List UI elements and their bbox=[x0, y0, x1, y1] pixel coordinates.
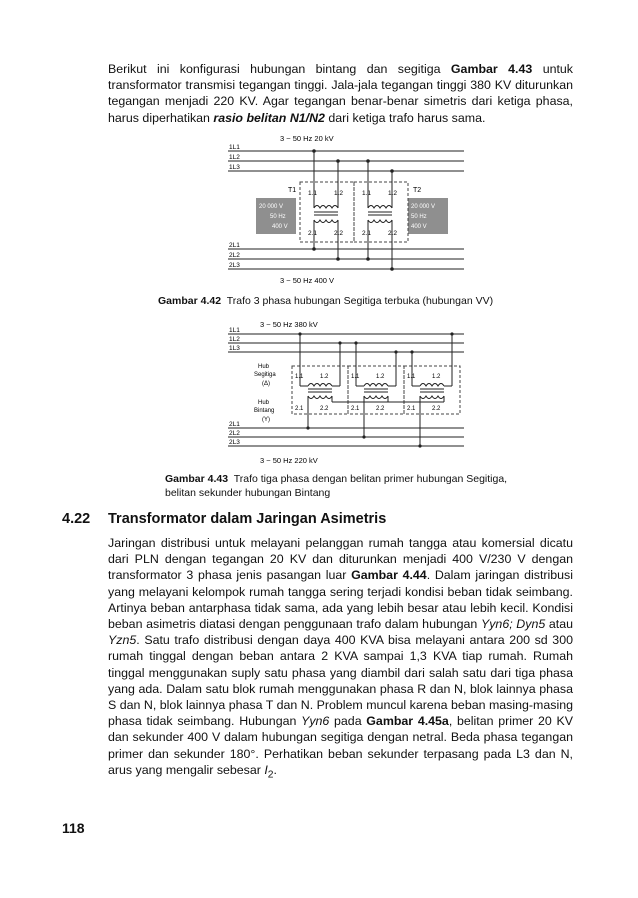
fig442-t1-rating-1: 20 000 V bbox=[259, 204, 284, 210]
intro-text-3: dari ketiga trafo harus sama. bbox=[324, 110, 486, 125]
fig442-top-supply: 3 ~ 50 Hz 20 kV bbox=[280, 134, 334, 143]
fig443-u2-term-11: 1.1 bbox=[351, 374, 360, 380]
fig443-caption-text-2: belitan sekunder hubungan Bintang bbox=[165, 487, 331, 499]
fig443-1l1: 1L1 bbox=[229, 327, 240, 334]
fig443-2l2: 2L2 bbox=[229, 430, 240, 437]
body-s4: . Satu trafo distribusi dengan daya 400 KVA bisa melayani antara 200 sd 300 rumah tinggal dengan beban antara 2 KVA sampai 1,3 KVA tiap rumah. Rumah tinggal menggunakan suply satu phasa yang diambil dari salah satu dari tiga phasa yang ada. Dalam satu blok rumah menggunakan phasa R dan N, blok lainnya phasa S dan N, blok lainnya phasa T dan N. Problem muncul karena beban masing-masing phasa tidak seimbang. Hubungan bbox=[108, 633, 573, 729]
body-s5: pada bbox=[329, 714, 367, 729]
fig442-t2-term-21: 2.1 bbox=[362, 230, 372, 237]
fig442-2l2: 2L2 bbox=[229, 252, 240, 259]
intro-text-1: Berikut ini konfigurasi hubungan bintang dan segitiga bbox=[108, 62, 451, 76]
body-s6: , belitan primer 20 KV dan sekunder 400 V dalam hubungan segitiga dengan netral. Beda phasa tegangan primer dan sekunder 180°. Perhatikan beban sekunder terpasang pada L3 dan N, arus yang mengalir sebesar bbox=[108, 714, 574, 777]
fig442-t2-term-22: 2.2 bbox=[388, 230, 398, 237]
fig443-2l3: 2L3 bbox=[229, 439, 240, 446]
fig443-bottom-supply: 3 ~ 50 Hz 220 kV bbox=[260, 456, 318, 465]
body-s2: . Dalam jaringan distribusi yang melayani kelompok rumah tangga sering terjadi kondisi beban tidak seimbang. Artinya beban antarphasa tidak sama, ada yang lebih besar atau lebih kecil. Kondisi beban asimetris diatasi dengan penggunaan trafo dalam hubungan bbox=[108, 568, 574, 632]
body-s1: Jaringan distribusi untuk melayani pelanggan rumah tangga atau komersial dicatu dari PLN dengan tegangan 20 KV dan diturunkan menjadi 400 V/230 V dengan transformator 3 phasa jenis pasangan luar bbox=[108, 536, 573, 583]
section-number: 4.22 bbox=[62, 511, 91, 527]
fig443-u3-term-21: 2.1 bbox=[407, 406, 416, 412]
fig442-t2-rating-2: 50 Hz bbox=[411, 214, 427, 220]
section-title: Transformator dalam Jaringan Asimetris bbox=[108, 511, 387, 527]
fig443-u3-term-12: 1.2 bbox=[432, 374, 441, 380]
intro-emphasis: rasio belitan N1/N2 bbox=[213, 110, 325, 125]
fig443-u2-term-21: 2.1 bbox=[351, 406, 360, 412]
fig443-delta-3: (Δ) bbox=[262, 381, 271, 387]
fig443-delta-2: Segitiga bbox=[254, 372, 276, 378]
fig443-star-2: Bintang bbox=[254, 408, 275, 414]
fig443-u1-term-21: 2.1 bbox=[295, 406, 304, 412]
figure-4-43-caption bbox=[165, 472, 585, 500]
fig443-caption-label: Gambar 4.43 bbox=[165, 473, 229, 485]
figure-4-43-diagram bbox=[228, 318, 468, 472]
fig442-2l1: 2L1 bbox=[229, 242, 240, 249]
fig442-t1-term-22: 2.2 bbox=[334, 230, 344, 237]
fig442-1l3: 1L3 bbox=[229, 164, 240, 171]
fig442-t1-name: T1 bbox=[288, 187, 297, 194]
body-yyn6: Yyn6; Dyn5 bbox=[480, 617, 546, 632]
body-current-symbol: I bbox=[264, 762, 268, 777]
fig442-t1-term-21: 2.1 bbox=[308, 230, 318, 237]
fig443-1l2: 1L2 bbox=[229, 336, 240, 343]
fig442-2l3: 2L3 bbox=[229, 262, 240, 269]
fig443-u2-term-12: 1.2 bbox=[376, 374, 385, 380]
body-paragraph bbox=[108, 535, 573, 784]
fig443-u3-term-22: 2.2 bbox=[432, 406, 441, 412]
fig442-caption-text: Trafo 3 phasa hubungan Segitiga terbuka (hubungan VV) bbox=[226, 295, 494, 307]
intro-text-2: untuk transformator transmisi tegangan tinggi. Jala-jala tegangan tinggi 380 KV diturunkan tegangan menjadi 220 KV. Agar tegangan benar-benar simetris dari ketiga phasa, harus diperhatikan bbox=[108, 62, 574, 125]
body-yyn6b: Yyn6 bbox=[301, 714, 330, 729]
fig443-u2-term-22: 2.2 bbox=[376, 406, 385, 412]
fig443-top-supply: 3 ~ 50 Hz 380 kV bbox=[260, 320, 318, 329]
fig443-star-1: Hub bbox=[258, 400, 270, 406]
body-current-sub: 2 bbox=[267, 769, 274, 781]
body-s7: . bbox=[273, 762, 277, 777]
fig443-u1-term-12: 1.2 bbox=[320, 374, 329, 380]
fig443-u1-term-11: 1.1 bbox=[295, 374, 304, 380]
fig443-caption-text-1: Trafo tiga phasa dengan belitan primer hubungan Segitiga, bbox=[233, 473, 508, 485]
fig443-delta-1: Hub bbox=[258, 364, 270, 370]
fig443-u3-term-11: 1.1 bbox=[407, 374, 416, 380]
fig442-t1-rating-3: 400 V bbox=[272, 224, 288, 230]
fig442-1l1: 1L1 bbox=[229, 144, 240, 151]
fig442-t2-term-11: 1.1 bbox=[362, 190, 372, 197]
intro-figure-ref: Gambar 4.43 bbox=[450, 62, 533, 76]
fig443-1l3: 1L3 bbox=[229, 345, 240, 352]
fig443-star-3: (Y) bbox=[262, 417, 270, 423]
fig443-2l1: 2L1 bbox=[229, 421, 240, 428]
intro-paragraph bbox=[108, 61, 573, 126]
fig442-t1-rating-2: 50 Hz bbox=[270, 214, 286, 220]
fig443-u1-term-22: 2.2 bbox=[320, 406, 329, 412]
fig442-1l2: 1L2 bbox=[229, 154, 240, 161]
fig442-t2-rating-1: 20 000 V bbox=[411, 204, 436, 210]
fig442-caption-label: Gambar 4.42 bbox=[158, 295, 222, 307]
page-number: 118 bbox=[62, 820, 85, 836]
fig442-t1-term-12: 1.2 bbox=[334, 190, 344, 197]
fig442-t2-term-12: 1.2 bbox=[388, 190, 398, 197]
body-s3: atau bbox=[545, 617, 573, 632]
fig442-t2-rating-3: 400 V bbox=[411, 224, 427, 230]
fig442-bottom-supply: 3 ~ 50 Hz 400 V bbox=[280, 276, 334, 285]
figure-4-42-caption bbox=[158, 294, 578, 308]
body-ref-444: Gambar 4.44 bbox=[351, 568, 427, 583]
body-ref-445a: Gambar 4.45a bbox=[366, 714, 449, 729]
figure-4-42-diagram bbox=[228, 132, 468, 292]
body-yzn5: Yzn5 bbox=[108, 633, 137, 648]
fig442-t2-name: T2 bbox=[413, 187, 422, 194]
fig442-t1-term-11: 1.1 bbox=[308, 190, 318, 197]
